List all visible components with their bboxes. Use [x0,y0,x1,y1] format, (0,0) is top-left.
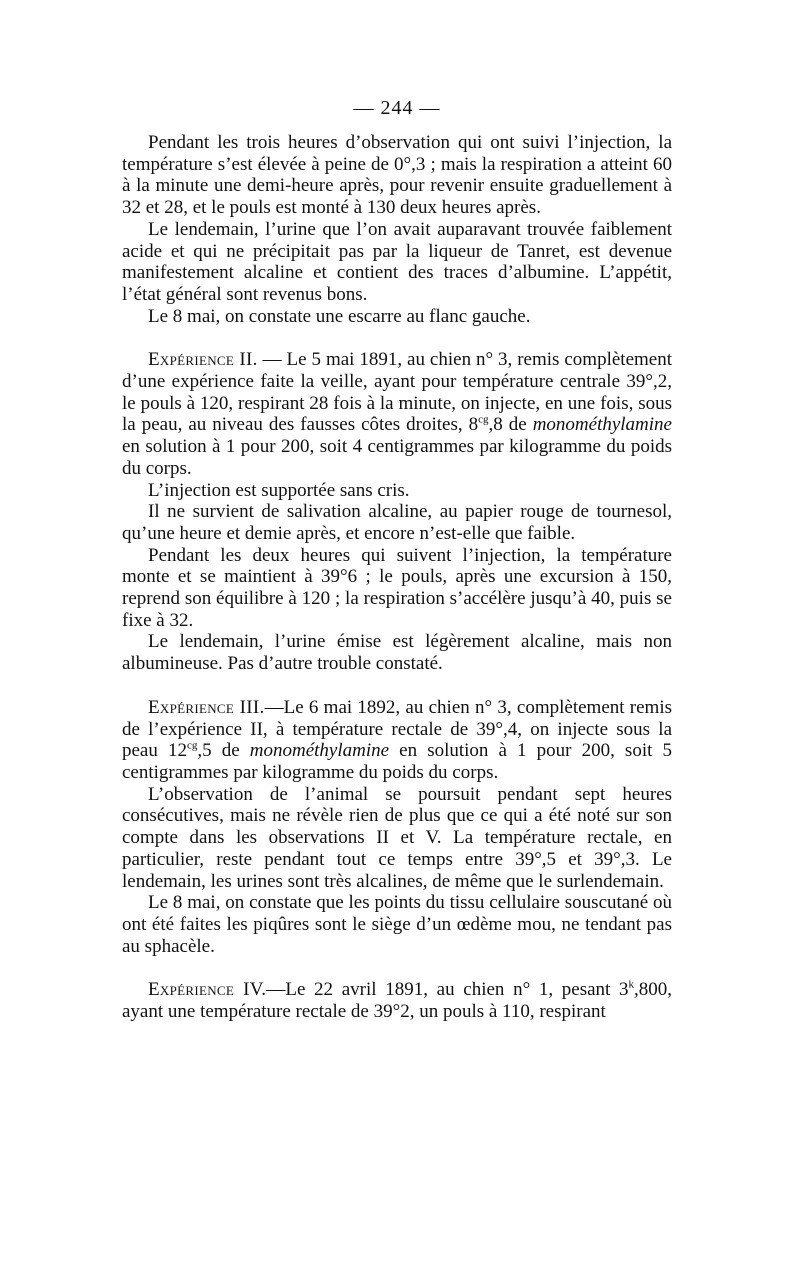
paragraph: Pendant les deux heures qui suivent l’injection, la température monte et se maintient à 39°6 ; le pouls, après une excursion à 150, reprend son équilibre à 120 ; la respiration s’accélère jusqu’à 40, puis se fixe à 32. [122,544,672,631]
experiment-3-text: ,5 de [197,740,250,762]
section-spacer [122,675,672,697]
experiment-3-text: en solution à 1 pour 200, soit 5 centigrammes par kilogramme du poids du corps. [122,740,672,783]
paragraph: Le lendemain, l’urine émise est légèrement alcaline, mais non albumineuse. Pas d’autre trouble constaté. [122,631,672,675]
experiment-2-intro [122,349,672,479]
unit-superscript: cg [478,414,489,427]
experiment-4-text: —Le 22 avril 1891, au chien n° 1, pesant 3 [266,979,629,1001]
paragraph: L’injection est supportée sans cris. [148,479,410,501]
experiment-2-text: — Le 5 mai 1891, au chien n° 3, remis complètement d’une expérience faite la veille, ayant pour température centrale 39°,2, le pouls à 120, respirant 28 fois à la minute, on injecte, en une fois, sous la peau, au niveau des fausses côtes droites, 8 [122,349,672,436]
experiment-4-intro [122,979,672,1022]
unit-superscript: k [628,978,635,991]
experiment-2-text: ,8 de [488,414,533,436]
paragraph: Le 8 mai, on constate une escarre au flanc gauche. [148,305,531,327]
page-number: — 244 — [353,97,441,119]
experiment-2-label: Expérience II. [148,349,258,371]
experiment-4-label: Expérience IV. [148,979,267,1001]
page-text [122,96,672,1023]
section-spacer [122,957,672,979]
paragraph: L’observation de l’animal se poursuit pendant sept heures consécutives, mais ne révèle rien de plus que ce qui a été noté sur son compte dans les observations II et V. La température rectale, en particulier, reste pendant tout ce temps entre 39°,5 et 39°,3. Le lendemain, les urines sont très alcalines, de même que le surlendemain. [122,783,672,892]
experiment-4-text: ,800, ayant une température rectale de 39°2, un pouls à 110, respirant [122,979,673,1023]
paragraph: Le 8 mai, on constate que les points du tissu cellulaire souscutané où ont été faites les piqûres sont le siège d’un œdème mou, ne tendant pas au sphacèle. [122,892,672,957]
experiment-2-text: en solution à 1 pour 200, soit 4 centigrammes par kilogramme du poids du corps. [122,436,672,479]
experiment-3-intro [122,697,672,784]
unit-superscript: cg [186,739,198,752]
paragraph: Il ne survient de salivation alcaline, au papier rouge de tournesol, qu’une heure et demie après, et encore n’est-elle que faible. [122,501,672,544]
section-spacer [122,327,672,349]
experiment-3-label: Expérience III. [148,696,265,718]
substance-name: monométhylamine [249,740,390,762]
substance-name: monométhylamine [532,414,672,436]
paragraph: Le lendemain, l’urine que l’on avait auparavant trouvée faiblement acide et qui ne précipitait pas par la liqueur de Tanret, est devenue manifestement alcaline et contient des traces d’albumine. L’appétit, l’état général sont revenus bons. [122,218,672,305]
experiment-3-text: —Le 6 mai 1892, au chien n° 3, complètement remis de l’expérience II, à température rectale de 39°,4, on injecte sous la peau 12 [122,696,673,762]
paragraph: Pendant les trois heures d’observation qui ont suivi l’injection, la température s’est élevée à peine de 0°,3 ; mais la respiration a atteint 60 à la minute une demi-heure après, pour revenir ensuite graduellement à 32 et 28, et le pouls est monté à 130 deux heures après. [122,132,672,219]
